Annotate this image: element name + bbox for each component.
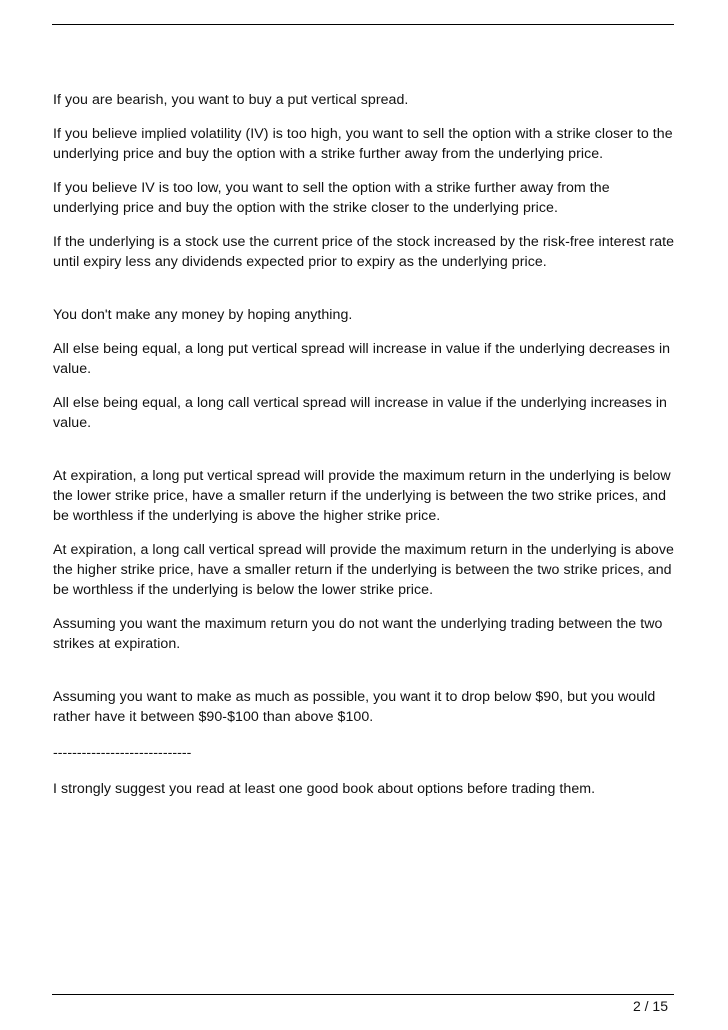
paragraph-put-spread-value: All else being equal, a long put vertical spread will increase in value if the underlying decreases in value. [53, 341, 671, 377]
paragraph-call-spread-value: All else being equal, a long call vertical spread will increase in value if the underlying increases in value. [53, 395, 667, 431]
document-body [53, 90, 678, 799]
paragraph-put-expiration: At expiration, a long put vertical spread will provide the maximum return in the underlying is below the lower strike price, have a smaller return if the underlying is between the two strike prices, and be worthless if the underlying is above the higher strike price. [53, 468, 671, 524]
page-number: 2 / 15 [632, 998, 668, 1014]
paragraph-bearish: If you are bearish, you want to buy a put vertical spread. [53, 92, 409, 108]
paragraph-underlying-stock: If the underlying is a stock use the current price of the stock increased by the risk-free interest rate until expiry less any dividends expected prior to expiry as the underlying price. [53, 234, 675, 270]
header-rule [52, 24, 674, 25]
paragraph-make-as-much: Assuming you want to make as much as possible, you want it to drop below $90, but you would rather have it between $90-$100 than above $100. [53, 689, 656, 725]
footer-rule [52, 994, 674, 995]
paragraph-call-expiration: At expiration, a long call vertical spread will provide the maximum return in the underlying is above the higher strike price, have a smaller return if the underlying is between the two strike prices, and be worthless if the underlying is below the lower strike price. [53, 542, 674, 598]
paragraph-read-book: I strongly suggest you read at least one good book about options before trading them. [53, 781, 596, 797]
paragraph-iv-high: If you believe implied volatility (IV) is too high, you want to sell the option with a strike closer to the underlying price and buy the option with a strike further away from the underlying price. [53, 126, 673, 162]
paragraph-hoping: You don't make any money by hoping anything. [53, 307, 353, 323]
paragraph-iv-low: If you believe IV is too low, you want to sell the option with a strike further away from the underlying price and buy the option with the strike closer to the underlying price. [53, 180, 610, 216]
separator-line: ----------------------------- [53, 745, 192, 761]
paragraph-maximum-return: Assuming you want the maximum return you do not want the underlying trading between the two strikes at expiration. [53, 616, 663, 652]
